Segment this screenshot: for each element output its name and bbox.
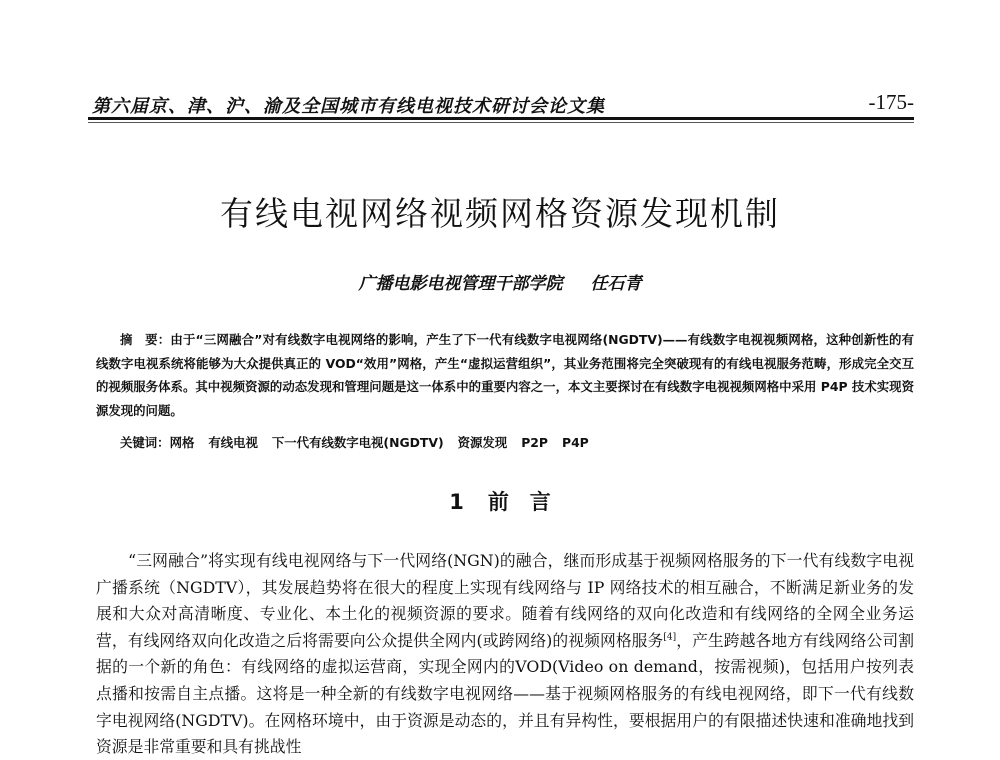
keyword: 有线电视 — [208, 435, 258, 450]
keyword: P2P — [521, 435, 548, 450]
keywords — [120, 433, 914, 453]
article-title: 有线电视网络视频网格资源发现机制 — [220, 194, 780, 233]
abstract-text: 由于“三网融合”对有线数字电视网络的影响，产生了下一代有线数字电视网络(NGDTV)——有线数字电视视频网格，这种创新性的有线数字电视系统将能够为大众提供真正的 VOD“效用”网格，产生“虚拟运营组织”，其业务范围将完全突破现有的有线电视服务范畴，形成完全交互的视频服务体系。其中视频资源的动态发现和管理问题是这一体系中的重要内容之一，本文主要探讨在有线数字电视视频网格中采用 P4P 技术实现资源发现的问题。 — [96, 332, 915, 418]
body-text-part-1: “三网融合”将实现有线电视网络与下一代网络(NGN)的融合，继而形成基于视频网格服务的下一代有线数字电视广播系统（NGDTV），其发展趋势将在很大的程度上实现有线网络与 IP 网络技术的相互融合，不断满足新业务的发展和大众对高清晰度、专业化、本土化的视频资源的要求。随着有线网络的双向化改造和有线网络的全网全业务运营，有线网络双向化改造之后将需要向公众提供全网内(或跨网络)的视频网格服务 — [96, 551, 914, 650]
section-title: 前 言 — [487, 490, 551, 514]
byline — [0, 269, 1000, 294]
affiliation: 广播电影电视管理干部学院 — [358, 274, 563, 294]
body-text-part-2: ，产生跨越各地方有线网络公司割据的一个新的角色：有线网络的虚拟运营商，实现全网内的VOD(Video on demand，按需视频)，包括用户按列表点播和按需自主点播。这将是一种全新的有线数字电视网络——基于视频网格服务的有线电视网络，即下一代有线数字电视网络(NGDTV)。在网格环境中，由于资源是动态的，并且有异构性，要根据用户的有限描述快速和准确地找到资源是非常重要和具有挑战性 — [96, 630, 914, 757]
page-number: -175- — [868, 90, 914, 114]
section-number: 1 — [449, 490, 464, 514]
section-heading — [0, 486, 1000, 516]
running-header — [88, 86, 914, 120]
keyword: 下一代有线数字电视(NGDTV) — [271, 435, 444, 450]
author: 任石青 — [590, 274, 642, 294]
keyword: P4P — [561, 435, 589, 450]
keyword: 资源发现 — [457, 435, 508, 450]
header-rule-thin — [88, 122, 914, 123]
citation-mark: [4] — [663, 632, 677, 643]
abstract — [96, 328, 914, 422]
abstract-label: 摘 要： — [120, 332, 171, 347]
header-rule — [88, 117, 914, 120]
body-paragraph — [96, 548, 914, 760]
journal-title: 第六届京、津、沪、渝及全国城市有线电视技术研讨会论文集 — [92, 96, 605, 117]
keywords-label: 关键词： — [120, 435, 170, 450]
keyword: 网格 — [169, 435, 195, 450]
